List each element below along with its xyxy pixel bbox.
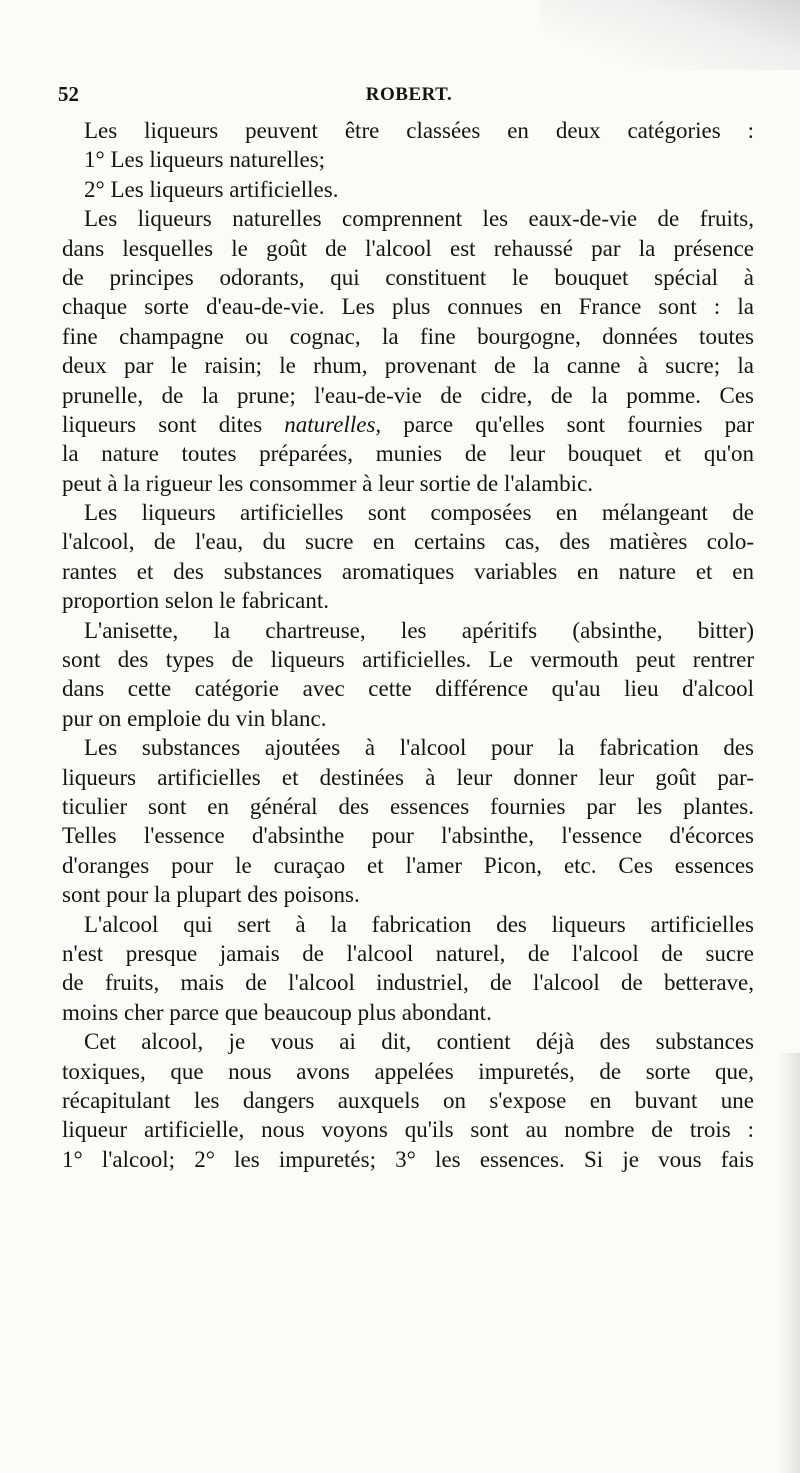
text-line: liqueur artificielle, nous voyons qu'ils sont au nombre de trois : xyxy=(62,1117,754,1143)
page-header xyxy=(0,82,800,112)
text-line: chaque sorte d'eau-de-vie. Les plus connues en France sont : la xyxy=(62,294,754,320)
body-text xyxy=(62,116,754,1174)
text-line: de fruits, mais de l'alcool industriel, de l'alcool de betterave, xyxy=(62,970,754,996)
text-line xyxy=(62,410,754,439)
text-line: peut à la rigueur les consommer à leur sortie de l'alambic. xyxy=(62,470,594,496)
italic-word: naturelles, xyxy=(284,411,382,437)
text-line: ticulier sont en général des essences fournies par les plantes. xyxy=(62,793,754,819)
text-line: liqueurs artificielles et destinées à leur donner leur goût par- xyxy=(62,764,754,790)
text-line: L'anisette, la chartreuse, les apéritifs (absinthe, bitter) xyxy=(84,617,754,643)
text-line: 1° l'alcool; 2° les impuretés; 3° les essences. Si je vous fais xyxy=(62,1146,754,1172)
text-line: dans lesquelles le goût de l'alcool est rehaussé par la présence xyxy=(62,235,754,261)
list-item: 2° Les liqueurs artificielles. xyxy=(84,176,339,202)
text-line: prunelle, de la prune; l'eau-de-vie de cidre, de la pomme. Ces xyxy=(62,382,754,408)
text-line: toxiques, que nous avons appelées impuretés, de sorte que, xyxy=(62,1058,754,1084)
text-line: fine champagne ou cognac, la fine bourgogne, données toutes xyxy=(62,323,754,349)
text-line: Les substances ajoutées à l'alcool pour la fabrication des xyxy=(84,735,754,761)
text-line: sont pour la plupart des poisons. xyxy=(62,882,360,908)
text-line: Telles l'essence d'absinthe pour l'absinthe, l'essence d'écorces xyxy=(62,823,754,849)
text-line: de principes odorants, qui constituent le bouquet spécial à xyxy=(62,264,754,290)
text-line: rantes et des substances aromatiques variables en nature et en xyxy=(62,558,754,584)
running-head: ROBERT. xyxy=(365,84,453,105)
text-line: moins cher parce que beaucoup plus abondant. xyxy=(62,999,492,1025)
scan-edge-shadow xyxy=(778,1053,800,1473)
text-line: l'alcool, de l'eau, du sucre en certains cas, des matières colo- xyxy=(62,529,754,555)
text-line: Les liqueurs artificielles sont composées en mélangeant de xyxy=(84,500,754,526)
text-segment: parce qu'elles sont fournies par xyxy=(403,411,755,437)
scan-shadow xyxy=(540,0,800,70)
text-line: sont des types de liqueurs artificielles. Le vermouth peut rentrer xyxy=(62,647,754,673)
text-line: deux par le raisin; le rhum, provenant de la canne à sucre; la xyxy=(62,353,754,379)
text-line: récapitulant les dangers auxquels on s'expose en buvant une xyxy=(62,1087,754,1113)
text-line: d'oranges pour le curaçao et l'amer Picon, etc. Ces essences xyxy=(62,852,754,878)
text-line: pur on emploie du vin blanc. xyxy=(62,705,327,731)
text-line: la nature toutes préparées, munies de leur bouquet et qu'on xyxy=(62,441,754,467)
text-line: proportion selon le fabricant. xyxy=(62,588,329,614)
text-line: n'est presque jamais de l'alcool naturel, de l'alcool de sucre xyxy=(62,940,754,966)
text-line: Cet alcool, je vous ai dit, contient déjà des substances xyxy=(84,1029,754,1055)
list-item: 1° Les liqueurs naturelles; xyxy=(84,147,326,173)
text-line: Les liqueurs peuvent être classées en deux catégories : xyxy=(84,118,754,143)
text-line: dans cette catégorie avec cette différence qu'au lieu d'alcool xyxy=(62,676,754,702)
text-line: L'alcool qui sert à la fabrication des liqueurs artificielles xyxy=(84,911,754,937)
page-number: 52 xyxy=(58,82,79,106)
text-segment: liqueurs sont dites xyxy=(62,411,263,437)
text-line: Les liqueurs naturelles comprennent les eaux-de-vie de fruits, xyxy=(84,206,754,232)
